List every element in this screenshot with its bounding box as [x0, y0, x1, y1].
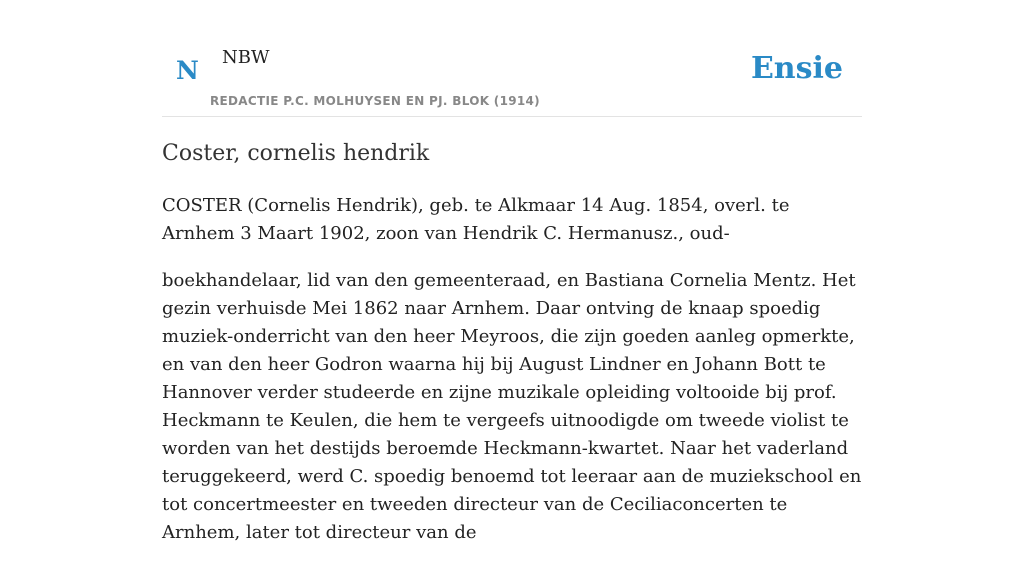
article-paragraph-1: COSTER (Cornelis Hendrik), geb. te Alkmaar 14 Aug. 1854, overl. te Arnhem 3 Maart 1902, zoon van Hendrik C. Hermanusz., oud- — [162, 195, 790, 244]
page-title: Coster, cornelis hendrik — [162, 141, 430, 166]
article-body — [162, 192, 862, 566]
site-header — [162, 0, 862, 117]
source-name[interactable]: NBW — [222, 47, 270, 68]
source-logo-icon[interactable]: N — [176, 56, 199, 85]
ensie-logo[interactable]: Ensie — [750, 51, 843, 86]
source-editors: REDACTIE P.C. MOLHUYSEN EN PJ. BLOK (1914) — [210, 94, 540, 108]
article-paragraph-2: boekhandelaar, lid van den gemeenteraad, en Bastiana Cornelia Mentz. Het gezin verhuisde Mei 1862 naar Arnhem. Daar ontving de knaap spoedig muziek-onderricht van den heer Meyroos, die zijn goeden aanleg opmerkte, en van den heer Godron waarna hij bij August Lindner en Johann Bott te Hannover verder studeerde en zijne muzikale opleiding voltooide bij prof. Heckmann te Keulen, die hem te vergeefs uitnoodigde om tweede violist te worden van het destijds beroemde Heckmann-kwartet. Naar het vaderland teruggekeerd, werd C. spoedig benoemd tot leeraar aan de muziekschool en tot concertmeester en tweeden directeur van de Ceciliaconcerten te Arnhem, later tot directeur van de — [162, 270, 862, 543]
